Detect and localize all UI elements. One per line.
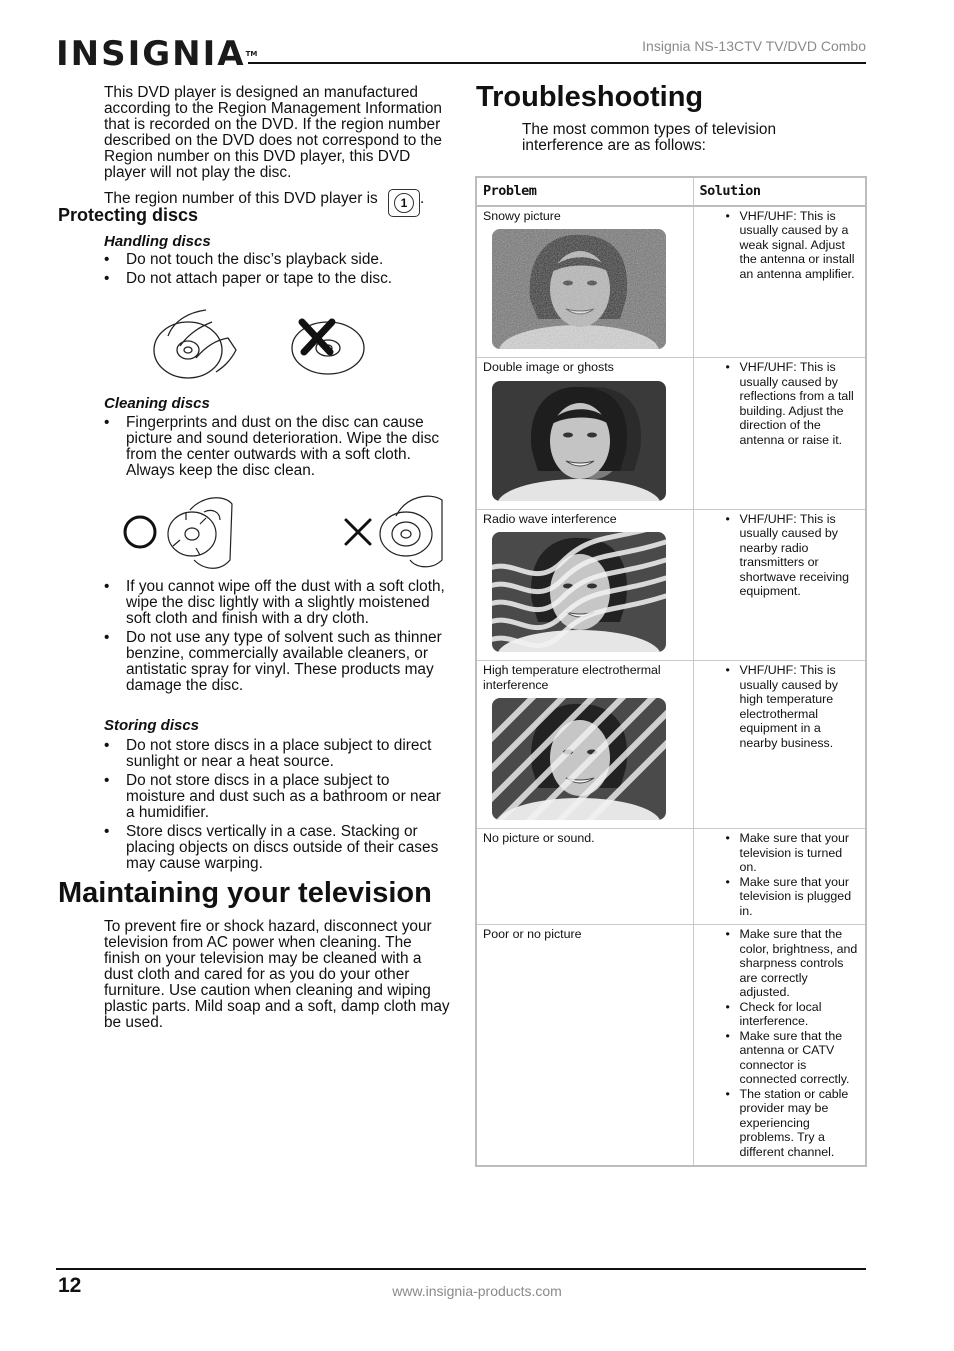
- list-item: • Do not store discs in a place subject to direct sunlight or near a heat source.: [104, 738, 450, 770]
- region-number-text: The region number of this DVD player is: [104, 190, 378, 208]
- protecting-discs-heading: Protecting discs: [58, 205, 199, 225]
- list-item: • Do not store discs in a place subject to moisture and dust such as a bathroom or near a humidifier.: [104, 773, 450, 821]
- radio-wave-photo: [492, 532, 666, 652]
- header-solution: Solution: [693, 178, 865, 206]
- list-item: • Make sure that your television is plugged in.: [700, 875, 860, 919]
- problem-cell: [477, 829, 693, 925]
- list-item: • VHF/UHF: This is usually caused by nearby radio transmitters or shortwave receiving equipment.: [700, 512, 860, 599]
- list-item: • Make sure that the antenna or CATV connector is connected correctly.: [700, 1029, 860, 1087]
- handling-list: [104, 252, 446, 290]
- problem-cell: [477, 661, 693, 829]
- list-item: • Do not attach paper or tape to the disc.: [104, 271, 446, 287]
- solution-cell: [693, 925, 865, 1166]
- region-trailing-period: .: [420, 190, 425, 208]
- list-item: • Do not use any type of solvent such as thinner benzine, commercially available cleaners, or antistatic spray for vinyl. These products may damage the disc.: [104, 630, 446, 694]
- troubleshooting-heading: Troubleshooting: [476, 81, 704, 113]
- cleaning-list-continued: [104, 579, 446, 697]
- storing-discs-heading: Storing discs: [104, 717, 200, 734]
- cleaning-discs-illustration: [120, 490, 450, 575]
- logo-trademark: TM: [245, 50, 258, 58]
- problem-cell: [477, 925, 693, 1166]
- list-item: • VHF/UHF: This is usually caused by high temperature electrothermal equipment in a nearby business.: [700, 663, 860, 750]
- cleaning-discs-heading: Cleaning discs: [104, 395, 210, 412]
- region-number-value: 1: [394, 193, 414, 213]
- handling-discs-heading: Handling discs: [104, 233, 211, 250]
- solution-cell: [693, 358, 865, 510]
- list-item: • VHF/UHF: This is usually caused by a weak signal. Adjust the antenna or install an antenna amplifier.: [700, 209, 860, 282]
- footer-rule: [56, 1268, 866, 1270]
- list-item: • Make sure that your television is turned on.: [700, 831, 860, 875]
- list-item: • The station or cable provider may be experiencing problems. Try a different channel.: [700, 1087, 860, 1160]
- list-item: • Check for local interference.: [700, 1000, 860, 1029]
- region-paragraph: This DVD player is designed an manufactured according to the Region Management Information that is recorded on the DVD. If the region number described on the DVD does not correspond to the Region number on this DVD player, this DVD player will not play the disc.: [104, 84, 442, 181]
- solution-cell: [693, 661, 865, 829]
- solution-cell: [693, 829, 865, 925]
- problem-cell: [477, 358, 693, 510]
- list-item: • Fingerprints and dust on the disc can cause picture and sound deterioration. Wipe the disc from the center outwards with a soft cloth. Always keep the disc clean.: [104, 415, 446, 479]
- high-temperature-photo: [492, 698, 666, 820]
- list-item: • Make sure that the color, brightness, and sharpness controls are correctly adjusted.: [700, 927, 860, 1000]
- problem-cell: [477, 206, 693, 358]
- table-row: [477, 661, 865, 829]
- page-number: 12: [58, 1274, 82, 1297]
- list-item: • Store discs vertically in a case. Stacking or placing objects on discs outside of their cases may cause warping.: [104, 824, 450, 872]
- list-item: • VHF/UHF: This is usually caused by reflections from a tall building. Adjust the direction of the antenna or raise it.: [700, 360, 860, 447]
- region-1-icon: [388, 189, 420, 217]
- table-row: [477, 358, 865, 510]
- document-title: Insignia NS-13CTV TV/DVD Combo: [642, 38, 866, 54]
- list-item: • Do not touch the disc’s playback side.: [104, 252, 446, 268]
- table-row: [477, 829, 865, 925]
- troubleshooting-intro: The most common types of television interference are as follows:: [522, 121, 777, 154]
- solution-cell: [693, 509, 865, 661]
- problem-text: Snowy picture: [483, 208, 561, 223]
- handling-discs-illustration: [150, 306, 372, 384]
- logo-text: INSIGNIA: [56, 34, 246, 74]
- solution-cell: [693, 206, 865, 358]
- problem-text: Poor or no picture: [483, 927, 582, 941]
- problem-text: Double image or ghosts: [483, 360, 614, 374]
- header-problem: Problem: [477, 178, 693, 206]
- double-image-photo: [492, 381, 666, 501]
- cleaning-list: [104, 415, 446, 482]
- troubleshooting-table: [475, 176, 867, 1167]
- snowy-picture-photo: [492, 229, 666, 349]
- table-row: [477, 509, 865, 661]
- problem-cell: [477, 509, 693, 661]
- table-row: [477, 206, 865, 358]
- list-item: • If you cannot wipe off the dust with a soft cloth, wipe the disc lightly with a slightly moistened soft cloth and finish with a dry cloth.: [104, 579, 446, 627]
- problem-text: No picture or sound.: [483, 831, 595, 845]
- problem-text: High temperature electrothermal interference: [483, 663, 661, 692]
- header-rule: [248, 62, 866, 64]
- problem-text: Radio wave interference: [483, 511, 617, 526]
- table-row: [477, 925, 865, 1166]
- maintaining-paragraph: To prevent fire or shock hazard, disconnect your television from AC power when cleaning. The finish on your television may be cleaned with a dust cloth and cared for as you do your other furniture. Use caution when cleaning and wiping plastic parts. Mild soap and a soft, damp cloth may be used.: [104, 918, 450, 1031]
- footer-url: www.insignia-products.com: [392, 1283, 562, 1299]
- storing-list: [104, 738, 450, 875]
- brand-logo: [56, 34, 257, 74]
- maintaining-heading: Maintaining your television: [58, 877, 432, 909]
